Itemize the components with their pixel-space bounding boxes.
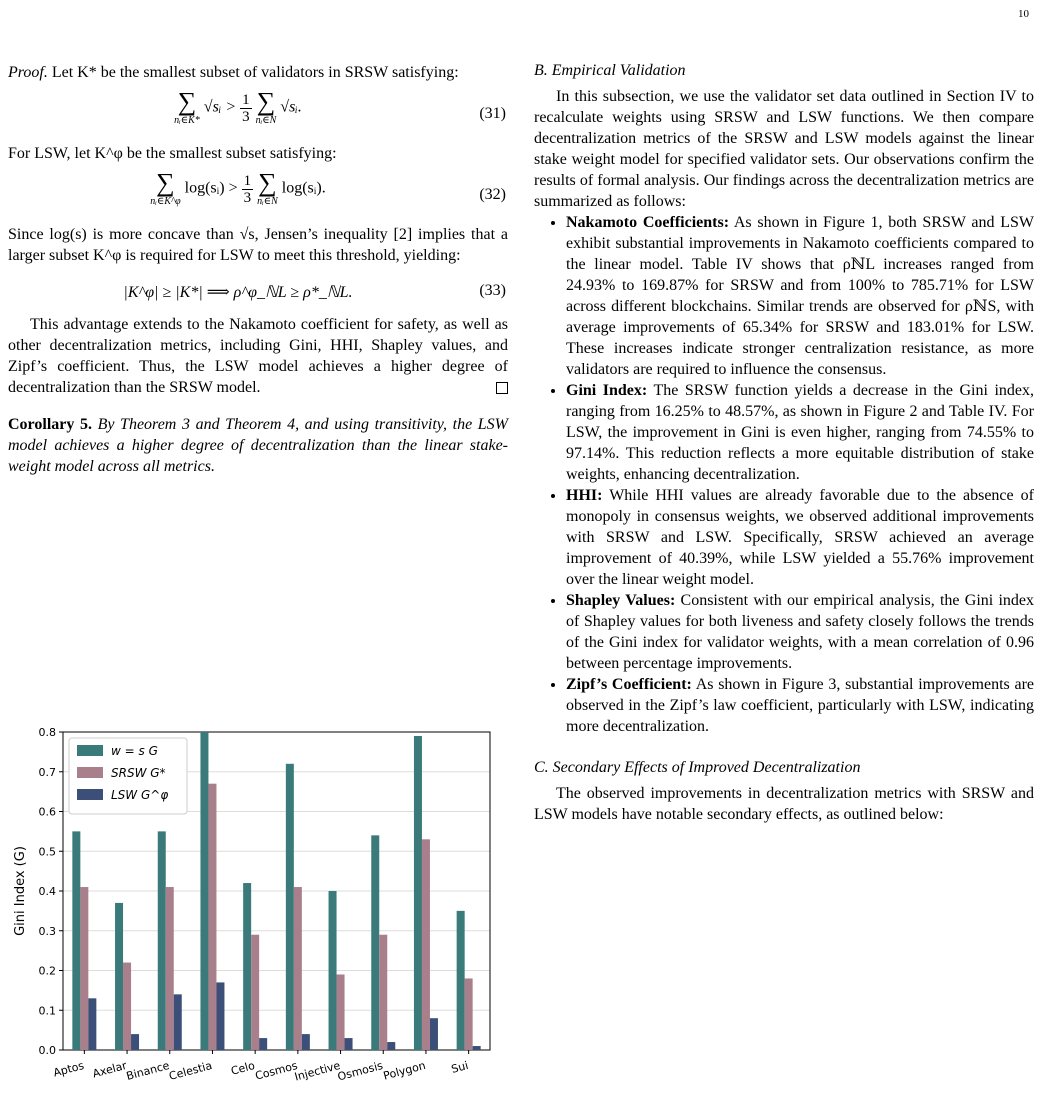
x-tick-label: Celo xyxy=(229,1058,257,1078)
bar xyxy=(430,1018,438,1050)
bar xyxy=(286,764,294,1050)
eq32-rhs: log(sᵢ). xyxy=(281,179,326,197)
bar xyxy=(414,736,422,1050)
bullet-label: Gini Index: xyxy=(566,382,648,399)
y-tick-label: 0.3 xyxy=(38,924,56,938)
bar xyxy=(115,903,123,1050)
x-tick-label: Osmosis xyxy=(336,1058,385,1084)
proof-text: Let K* be the smallest subset of validators in SRSW satisfying: xyxy=(47,64,459,81)
bullet-text: Consistent with our empirical analysis, the Gini index of Shapley values for both liveness and safety closely follows the trends of the Gini index for validator weights, with a mean correlation of 0.96 between percentage improvements. xyxy=(566,592,1034,672)
bar xyxy=(88,998,96,1050)
eq31-rhs-sub: nᵢ∈N xyxy=(255,115,277,126)
gini-bar-chart xyxy=(8,720,498,1100)
right-column xyxy=(534,62,1034,825)
bar xyxy=(302,1034,310,1050)
y-tick-label: 0.0 xyxy=(38,1044,56,1057)
legend-label: SRSW G* xyxy=(111,766,166,780)
bar xyxy=(465,978,473,1050)
eq33-body: |K^φ| ≥ |K*| ⟹ ρ^φ_ℕL ≥ ρ*_ℕL. xyxy=(123,284,353,301)
eq31-lhs-sub: nᵢ∈K* xyxy=(174,115,200,126)
eq31-frac-den: 3 xyxy=(242,108,250,125)
section-b-intro: In this subsection, we use the validator set data outlined in Section IV to recalculate weights using SRSW and LSW functions. We then compare decentralization metrics of the SRSW and LSW models against the linear stake weight model for specified validator sets. Our observations confirm the results of formal analysis. Our findings across the decentralization metrics are summarized as follows: xyxy=(534,88,1034,210)
equation-31: ∑ nᵢ∈K* √sᵢ > $\frac{1}{3}$ ∑ nᵢ∈N √sᵢ. (31) xyxy=(174,87,506,126)
eq31-frac-num: 1 xyxy=(242,91,250,108)
left-column xyxy=(8,62,508,477)
eq31-rhs: √sᵢ. xyxy=(280,98,302,116)
proof-intro xyxy=(8,62,508,83)
bullet-label: HHI: xyxy=(566,487,603,504)
bar xyxy=(329,891,337,1050)
bar xyxy=(80,887,88,1050)
jensen-paragraph: Since log(s) is more concave than √s, Jensen’s inequality [2] implies that a larger subset K^φ is required for LSW to meet this threshold, yielding: xyxy=(8,226,508,264)
bar xyxy=(473,1046,481,1050)
equation-32: ∑ nᵢ∈K^φ log(sᵢ) > $\frac{1}{3}$ ∑ nᵢ∈N log(sᵢ). (32) xyxy=(150,168,506,207)
list-item xyxy=(566,590,1034,674)
bar xyxy=(345,1038,353,1050)
y-axis-label: Gini Index (G) xyxy=(13,846,28,936)
y-tick-label: 0.5 xyxy=(38,845,56,859)
bullet-text: While HHI values are already favorable due to the absence of monopoly in consensus weights, we observed additional improvements with SRSW and LSW. Specifically, SRSW achieved an average improvement of 40.39%, while LSW yielded a 55.76% improvement over the linear weight model. xyxy=(566,487,1034,588)
legend-swatch xyxy=(77,767,103,778)
x-tick-label: Binance xyxy=(124,1058,171,1083)
bar xyxy=(457,911,465,1050)
page-number: 10 xyxy=(1018,8,1029,20)
eq31-lhs: √sᵢ > xyxy=(203,98,237,116)
eq32-frac-num: 1 xyxy=(243,172,252,189)
bar xyxy=(200,732,208,1050)
bar xyxy=(166,887,174,1050)
x-tick-label: Cosmos xyxy=(253,1058,299,1083)
eq32-number: (32) xyxy=(479,186,506,203)
x-tick-label: Celestia xyxy=(167,1058,214,1083)
corollary-5 xyxy=(8,414,508,477)
bar xyxy=(259,1038,267,1050)
legend-label: w = s G xyxy=(111,744,158,758)
corollary-text: By Theorem 3 and Theorem 4, and using transitivity, the LSW model achieves a higher degree of decentralization than the linear stake-weight model across all metrics. xyxy=(8,416,509,475)
bar xyxy=(379,935,387,1050)
advantage-text: This advantage extends to the Nakamoto coefficient for safety, as well as other decentralization metrics, including Gini, HHI, Shapley values, and Zipf’s coefficient. Thus, the LSW model achieves a higher degree of decentralization than the SRSW model. xyxy=(8,316,508,396)
y-tick-label: 0.4 xyxy=(38,885,56,898)
y-tick-label: 0.7 xyxy=(38,765,56,779)
list-item xyxy=(566,380,1034,485)
eq32-rhs-sub: nᵢ∈N xyxy=(257,196,278,207)
eq31-number: (31) xyxy=(479,105,506,122)
eq32-frac-den: 3 xyxy=(243,189,252,206)
bar xyxy=(131,1034,139,1050)
section-b-title: B. Empirical Validation xyxy=(534,62,686,79)
bar xyxy=(216,982,224,1050)
bar xyxy=(337,974,345,1050)
bullet-label: Shapley Values: xyxy=(566,592,676,609)
eq32-lhs: log(sᵢ) > xyxy=(184,179,238,197)
y-tick-label: 0.1 xyxy=(38,1004,56,1018)
gini-figure xyxy=(8,720,498,1100)
bar xyxy=(208,784,216,1050)
qed-icon xyxy=(496,382,508,394)
list-item xyxy=(566,674,1034,737)
list-item xyxy=(566,212,1034,380)
bar xyxy=(174,994,182,1050)
bullet-text: The SRSW function yields a decrease in the Gini index, ranging from 16.25% to 48.57%, as shown in Figure 2 and Table IV. For LSW, the improvement in Gini is even higher, ranging from 74.55% to 97.14%. This reduction reflects a more equitable distribution of stake weights, enhancing decentralization. xyxy=(566,382,1035,483)
x-tick-label: Polygon xyxy=(381,1058,428,1083)
legend-swatch xyxy=(77,789,103,800)
bar xyxy=(123,963,131,1050)
advantage-paragraph xyxy=(8,314,508,398)
bar xyxy=(371,835,379,1050)
y-tick-label: 0.6 xyxy=(38,805,56,819)
bullet-label: Nakamoto Coefficients: xyxy=(566,214,730,231)
corollary-label: Corollary 5. xyxy=(8,416,92,433)
eq33-number: (33) xyxy=(479,282,506,299)
proof-label: Proof. xyxy=(8,64,48,81)
bullet-text: As shown in Figure 3, substantial improvements are observed in the Zipf’s law coefficient, particularly with LSW, indicating more decentralization. xyxy=(566,676,1035,735)
bullet-text: As shown in Figure 1, both SRSW and LSW exhibit substantial improvements in Nakamoto coefficients compared to the linear model. Table IV shows that ρℕL increases ranged from 24.93% to 169.87% for SRSW and from 100% to 785.71% for LSW across different blockchains. Similar trends are observed for ρℕS, with average improvements of 65.34% for SRSW and 183.01% for LSW. These increases indicate stronger centralization resistance, as more validators are required to influence the consensus. xyxy=(566,214,1035,378)
findings-list xyxy=(534,212,1034,737)
bullet-label: Zipf’s Coefficient: xyxy=(566,676,692,693)
section-c-title: C. Secondary Effects of Improved Decentralization xyxy=(534,759,861,776)
y-tick-label: 0.8 xyxy=(38,726,56,739)
equation-33 xyxy=(8,274,508,314)
list-item xyxy=(566,485,1034,590)
legend-label: LSW G^φ xyxy=(111,788,169,802)
bar xyxy=(294,887,302,1050)
bar xyxy=(243,883,251,1050)
x-tick-label: Aptos xyxy=(51,1058,86,1080)
x-tick-label: Injective xyxy=(293,1058,342,1084)
y-tick-label: 0.2 xyxy=(38,964,56,978)
x-tick-label: Axelar xyxy=(91,1058,129,1081)
eq32-lhs-sub: nᵢ∈K^φ xyxy=(150,196,181,207)
x-tick-label: Sui xyxy=(449,1058,470,1076)
bar xyxy=(251,935,259,1050)
bar xyxy=(387,1042,395,1050)
bar xyxy=(72,831,80,1050)
bar xyxy=(422,839,430,1050)
section-c-intro: The observed improvements in decentralization metrics with SRSW and LSW models have notable secondary effects, as outlined below: xyxy=(534,785,1034,823)
legend-swatch xyxy=(77,745,103,756)
bar xyxy=(158,831,166,1050)
lsw-line: For LSW, let K^φ be the smallest subset satisfying: xyxy=(8,145,337,162)
